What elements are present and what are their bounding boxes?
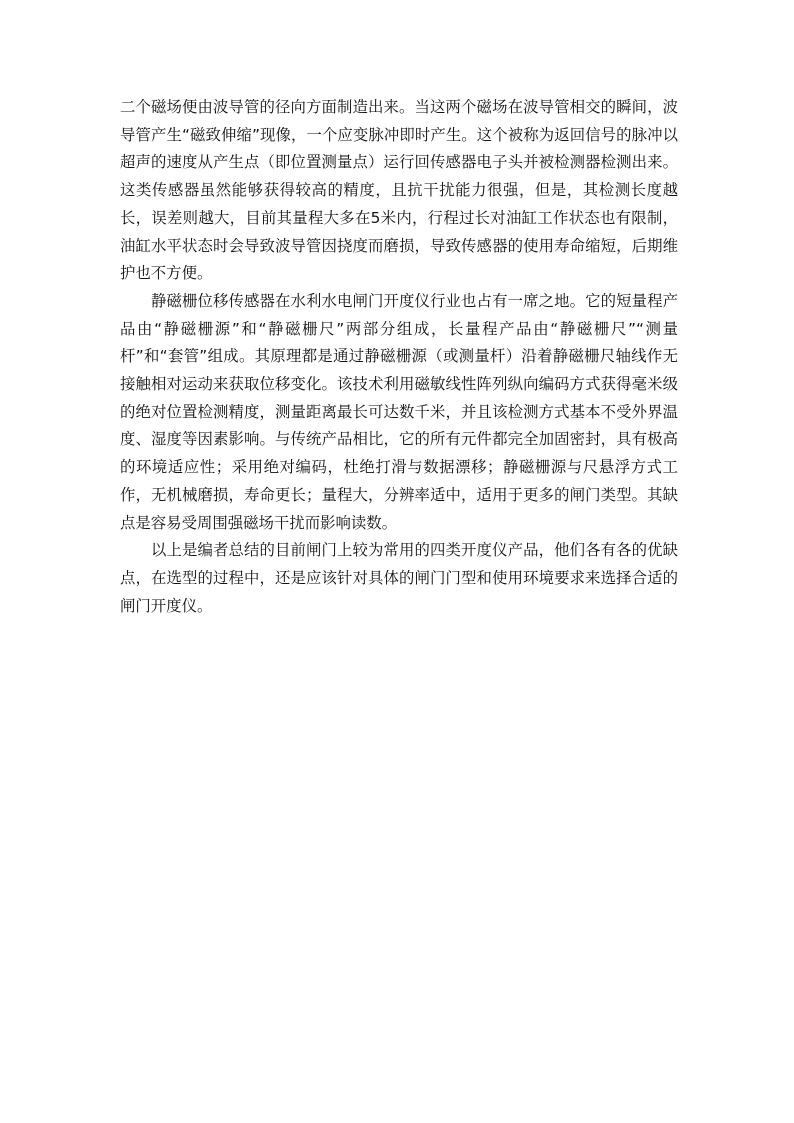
document-body: [120, 94, 678, 620]
paragraph-magnetostrictive-sensor: 二个磁场便由波导管的径向方面制造出来。当这两个磁场在波导管相交的瞬间，波导管产生“磁致伸缩”现像，一个应变脉冲即时产生。这个被称为返回信号的脉冲以超声的速度从产生点（即位置测量点）运行回传感器电子头并被检测器检测出来。这类传感器虽然能够获得较高的精度，且抗干扰能力很强，但是，其检测长度越长，误差则越大，目前其量程大多在5米内，行程过长对油缸工作状态也有限制，油缸水平状态时会导致波导管因挠度而磨损，导致传感器的使用寿命缩短，后期维护也不方便。: [120, 98, 678, 283]
paragraph-summary: 以上是编者总结的目前闸门上较为常用的四类开度仪产品，他们各有各的优缺点，在选型的过程中，还是应该针对具体的闸门门型和使用环境要求来选择合适的闸门开度仪。: [120, 541, 678, 615]
paragraph-static-magnetic-grid-sensor: 静磁栅位移传感器在水利水电闸门开度仪行业也占有一席之地。它的短量程产品由“静磁栅源”和“静磁栅尺”两部分组成，长量程产品由“静磁栅尺”“测量杆”和“套管”组成。其原理都是通过静磁栅源（或测量杆）沿着静磁栅尺轴线作无接触相对运动来获取位移变化。该技术利用磁敏线性阵列纵向编码方式获得毫米级的绝对位置检测精度，测量距离最长可达数千米，并且该检测方式基本不受外界温度、湿度等因素影响。与传统产品相比，它的所有元件都完全加固密封，具有极高的环境适应性；采用绝对编码，杜绝打滑与数据漂移；静磁栅源与尺悬浮方式工作，无机械磨损，寿命更长；量程大，分辨率适中，适用于更多的闸门类型。其缺点是容易受周围强磁场干扰而影响读数。: [120, 291, 678, 532]
